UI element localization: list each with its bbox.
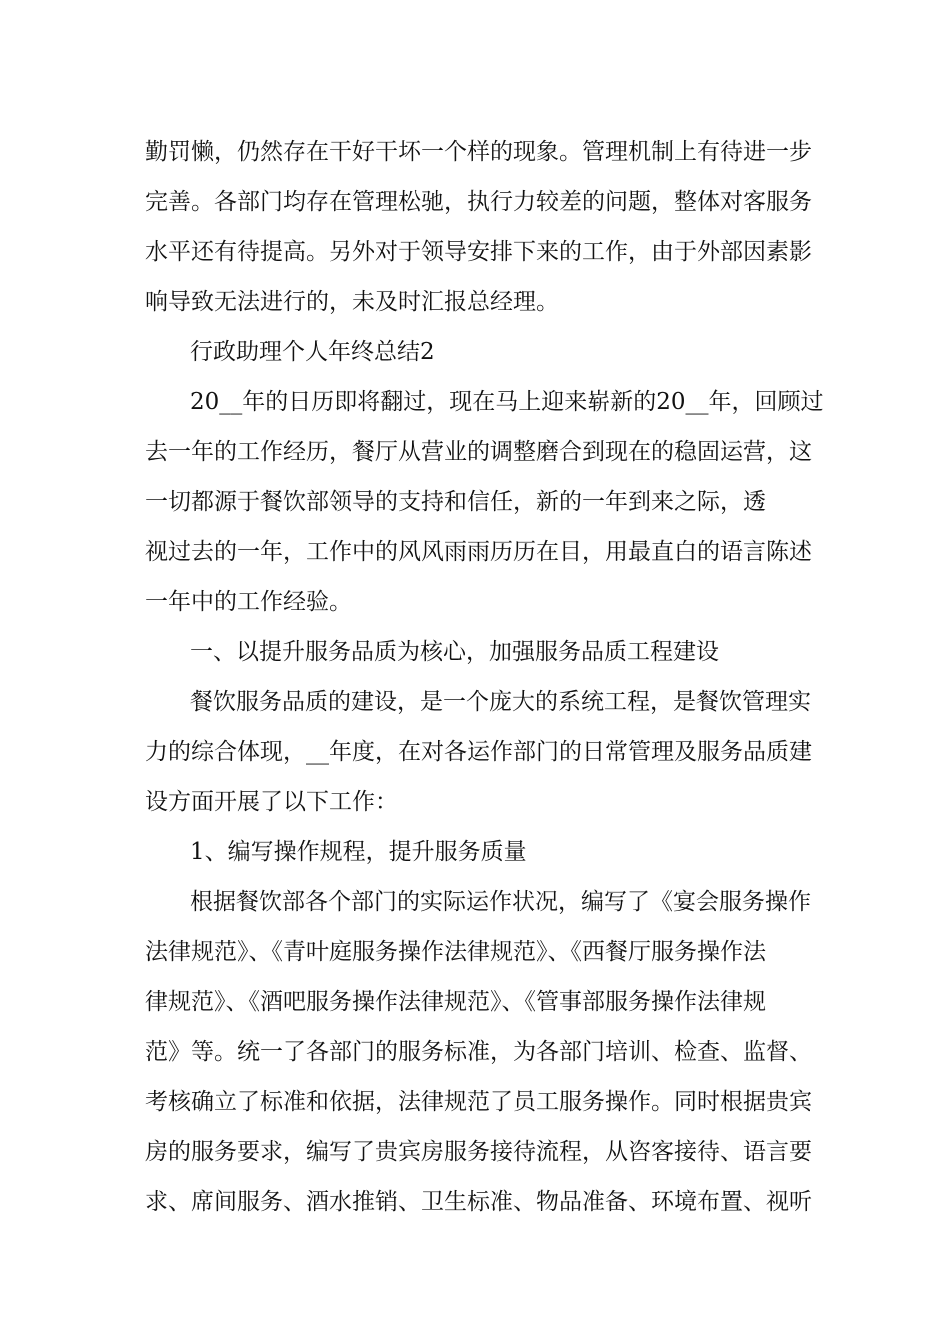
section-heading: 一、以提升服务品质为核心，加强服务品质工程建设 — [190, 639, 719, 665]
text-line: 房的服务要求，编写了贵宾房服务接待流程，从咨客接待、语言要 — [145, 1139, 812, 1165]
text-line: 20__年的日历即将翻过，现在马上迎来崭新的20__年，回顾过 — [190, 389, 824, 415]
text-line: 律规范》、《酒吧服务操作法律规范》、《管事部服务操作法律规 — [145, 989, 766, 1015]
text-line: 力的综合体现，__年度，在对各运作部门的日常管理及服务品质建 — [145, 739, 812, 765]
text-line: 求、席间服务、酒水推销、卫生标准、物品准备、环境布置、视听 — [145, 1189, 812, 1215]
text-line: 一切都源于餐饮部领导的支持和信任，新的一年到来之际，透 — [145, 489, 766, 515]
text-line: 去一年的工作经历，餐厅从营业的调整磨合到现在的稳固运营，这 — [145, 439, 812, 465]
text-line: 一年中的工作经验。 — [145, 589, 352, 615]
text-line: 水平还有待提高。另外对于领导安排下来的工作，由于外部因素影 — [145, 239, 812, 265]
text-line: 视过去的一年，工作中的风风雨雨历历在目，用最直白的语言陈述 — [145, 539, 812, 565]
subsection-heading: 1、编写操作规程，提升服务质量 — [190, 839, 527, 865]
text-line: 餐饮服务品质的建设，是一个庞大的系统工程，是餐饮管理实 — [190, 689, 811, 715]
text-line: 勤罚懒，仍然存在干好干坏一个样的现象。管理机制上有待进一步 — [145, 139, 812, 165]
text-line: 响导致无法进行的，未及时汇报总经理。 — [145, 289, 559, 315]
text-line: 设方面开展了以下工作： — [145, 789, 398, 815]
text-line: 考核确立了标准和依据，法律规范了员工服务操作。同时根据贵宾 — [145, 1089, 812, 1115]
section-heading: 行政助理个人年终总结2 — [190, 339, 435, 365]
text-line: 法律规范》、《青叶庭服务操作法律规范》、《西餐厅服务操作法 — [145, 939, 766, 965]
text-line: 完善。各部门均存在管理松驰，执行力较差的问题，整体对客服务 — [145, 189, 812, 215]
text-line: 范》等。统一了各部门的服务标准，为各部门培训、检查、监督、 — [145, 1039, 812, 1065]
text-line: 根据餐饮部各个部门的实际运作状况，编写了《宴会服务操作 — [190, 889, 811, 915]
